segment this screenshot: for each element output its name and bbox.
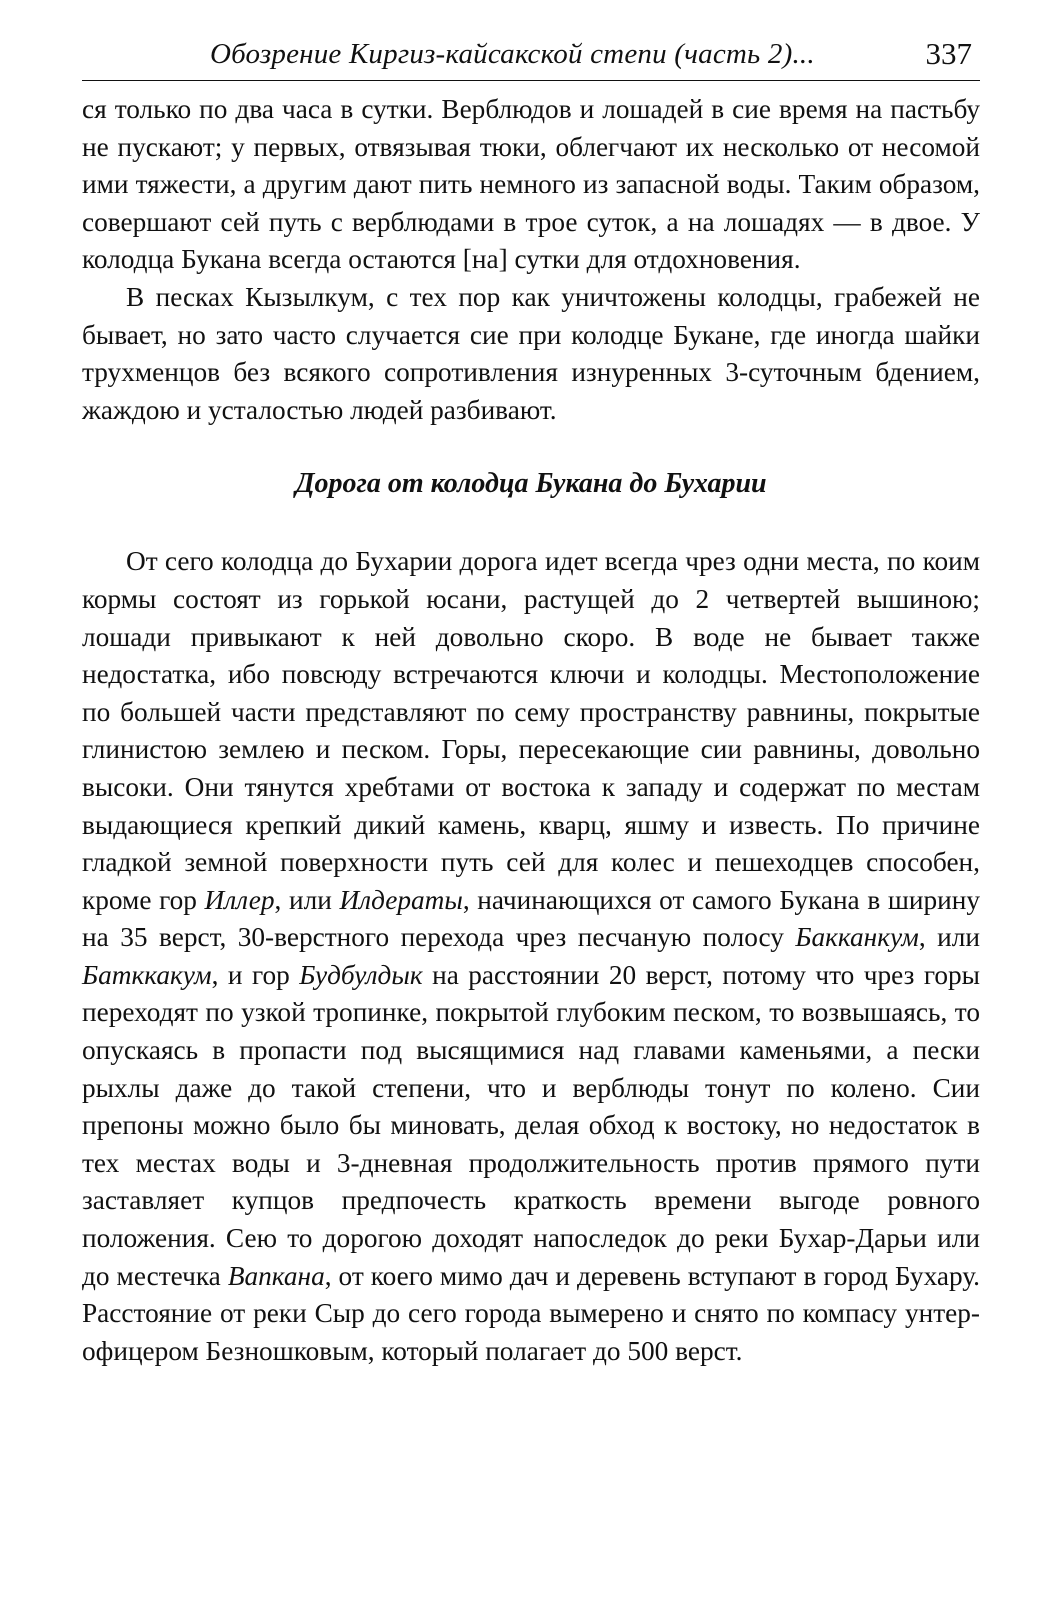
text-segment: на расстоянии 20 верст, потому что чрез горы переходят по узкой тропинке, покрытой глубоким песком, то возвышаясь, то опускаясь в пропасти под высящимися над главами каменьями, а пески рыхлы даже до такой степени, что и верблюды тонут по колено. Сии препоны можно было бы миновать, делая обход к востоку, но недостаток в тех местах воды и 3-дневная продолжительность против прямого пути заставляет купцов предпочесть краткость времени выгоде ровного положения. Сею то дорогою доходят напоследок до реки Бухар-Дарьи или до местечка	[82, 959, 981, 1291]
body-text	[82, 91, 980, 1370]
place-name-vapkana: Вапкана	[227, 1260, 325, 1291]
text-segment: От сего колодца до Бухарии дорога идет всегда чрез одни места, по коим кормы состоят из горькой юсани, растущей до 2 четвертей вышиною; лошади привыкают к ней довольно скоро. В воде не бывает также недостатка, ибо повсюду встречаются ключи и колодцы. Местоположение по большей части представляют по сему пространству равнины, покрытые глинистою землею и песком. Горы, пересекающие сии равнины, довольно высоки. Они тянутся хребтами от востока к западу и содержат по местам выдающиеся крепкий дикий камень, кварц, яшму и известь. По причине гладкой земной поверхности путь сей для колес и пешеходцев способен, кроме гор	[82, 546, 980, 915]
place-name-bakkankum: Бакканкум	[795, 922, 919, 953]
text-segment: , или	[918, 922, 980, 953]
paragraph-continuation: ся только по два часа в сутки. Верблюдов и лошадей в сие время на пастьбу не пускают; у первых, отвязывая тюки, облегчают их несколько от несомой ими тяжести, а другим дают пить немного из запасной воды. Таким образом, совершают сей путь с верблюдами в трое суток, а на лошадях — в двое. У колодца Букана всегда остаются [на] сутки для отдохновения.	[82, 94, 980, 275]
text-segment: , или	[274, 884, 340, 915]
running-head	[82, 34, 980, 81]
place-name-ilderaty: Илдераты	[339, 884, 463, 915]
paragraph-kyzylkum: В песках Кызылкум, с тех пор как уничтожены колодцы, грабежей не бывает, но зато часто случается сие при колодце Букане, где иногда шайки трухменцов без всякого сопротивления изнуренных 3-суточным бдением, жаждою и усталостью людей разбивают.	[82, 281, 980, 425]
page-number: 337	[925, 36, 972, 71]
place-name-batkkakum: Батккакум	[82, 959, 212, 990]
text-segment: , от коего мимо дач и деревень вступают в город Бухару. Расстояние от реки Сыр до сего города вымерено и снято по компасу унтер-офицером Безношковым, который полагает до 500 верст.	[82, 1260, 980, 1366]
text-segment: , и гор	[211, 959, 300, 990]
text-segment: , начинающихся от самого Букана в ширину на 35 верст, 30-верстного перехода чрез песчаную полосу	[82, 884, 980, 953]
running-title: Обозрение Киргиз-кайсакской степи (часть 2)...	[210, 38, 815, 70]
paragraph-road-description	[82, 543, 980, 1370]
place-name-budbuldyk: Будбулдык	[299, 959, 423, 990]
book-page	[82, 34, 980, 1370]
section-title: Дорога от колодца Букана до Бухарии	[295, 468, 767, 500]
place-name-iller: Иллер	[204, 884, 275, 915]
